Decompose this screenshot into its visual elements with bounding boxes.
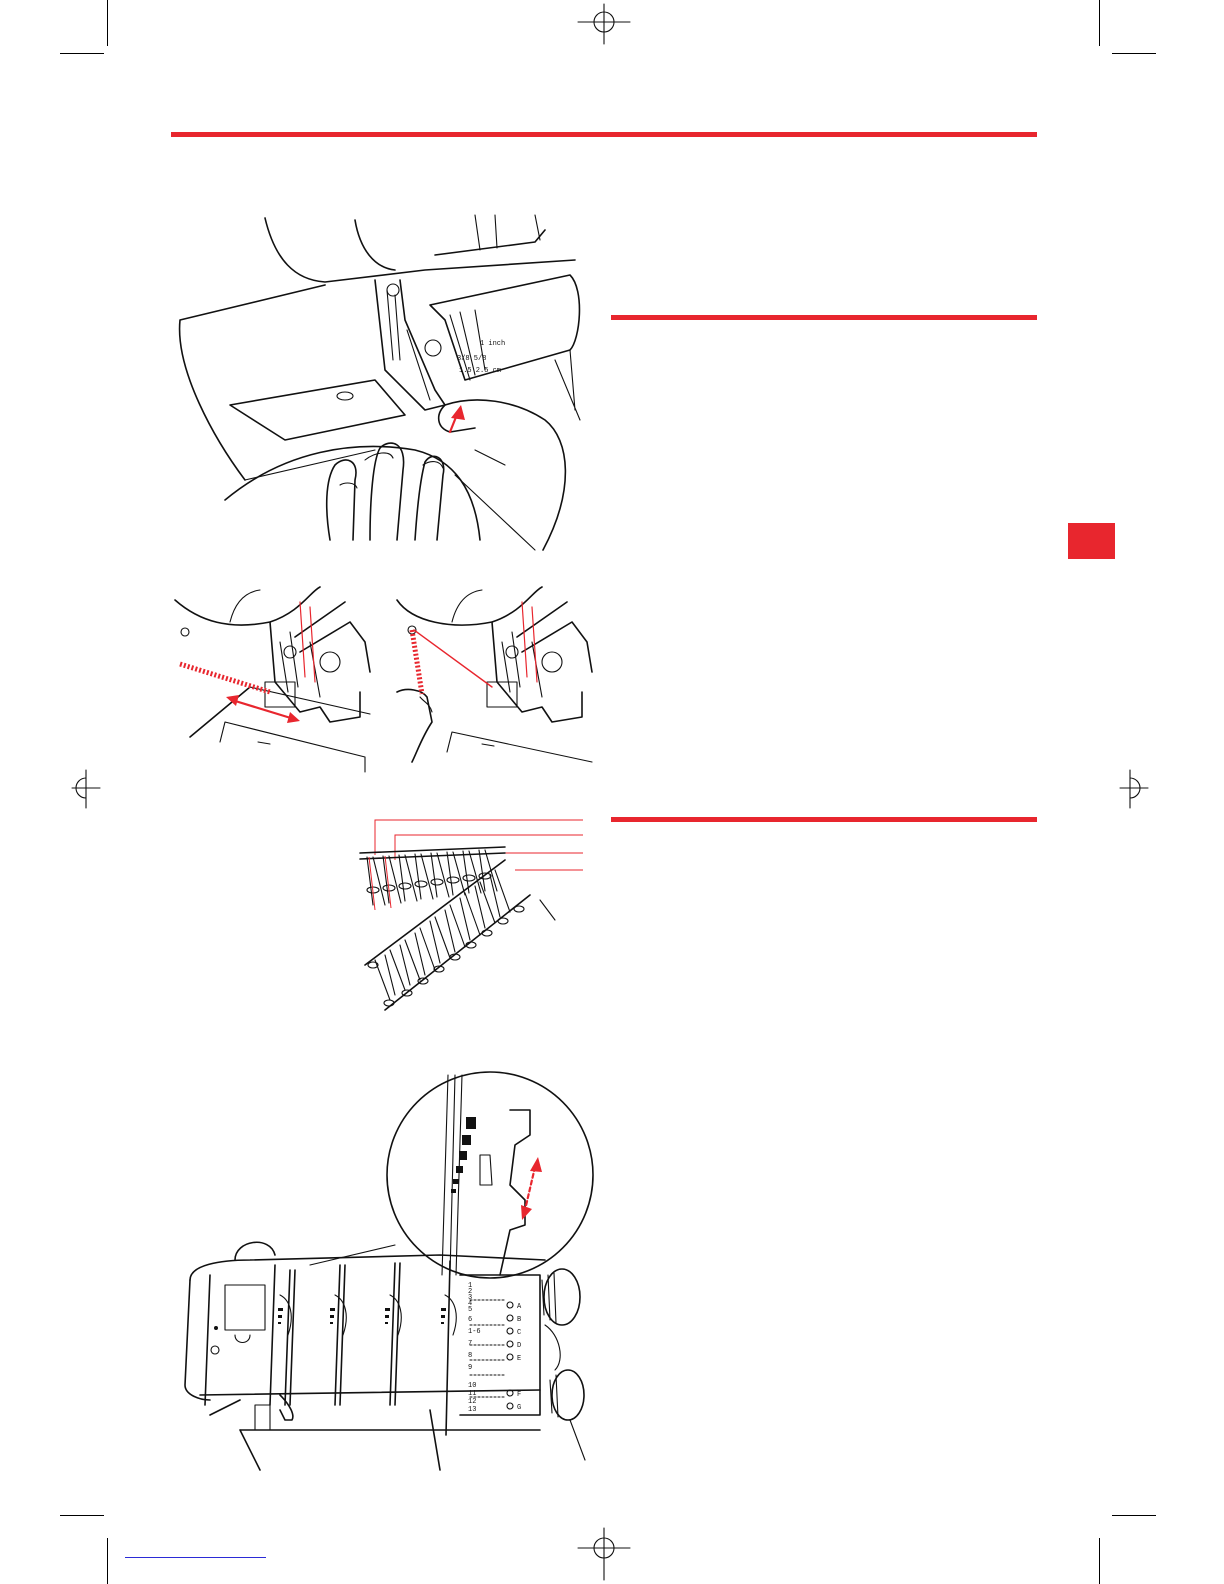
section-rule-1 <box>611 315 1037 320</box>
crop-mark <box>1112 53 1156 54</box>
link-underline <box>125 1557 266 1558</box>
dial-letter-c: C <box>517 1329 522 1337</box>
scale-label-frac: 3/8 5/8 <box>457 355 487 363</box>
registration-mark-icon <box>1118 770 1148 810</box>
dial-number-10: 10 <box>468 1382 477 1390</box>
dial-letter-d: D <box>517 1342 522 1350</box>
crop-mark <box>1099 0 1100 46</box>
dial-number-11: 11 <box>468 1390 477 1398</box>
dial-illustration <box>180 1075 600 1470</box>
dial-letter-e: E <box>517 1355 522 1363</box>
registration-mark-icon <box>578 1528 630 1584</box>
header-rule <box>171 132 1037 137</box>
crop-mark <box>107 0 108 46</box>
dial-letter-g: G <box>517 1404 522 1412</box>
dial-number-13: 13 <box>468 1406 477 1414</box>
dial-number-7: 7 <box>468 1340 473 1348</box>
dial-number-5: 5 <box>468 1306 473 1314</box>
dial-number-9: 9 <box>468 1364 473 1372</box>
registration-mark-icon <box>578 4 630 44</box>
dial-number-2: 2 <box>468 1288 473 1296</box>
dial-letter-f: F <box>517 1391 522 1399</box>
dial-number-6: 6 <box>468 1316 473 1324</box>
crop-mark <box>60 1515 104 1516</box>
registration-mark-icon <box>72 770 102 810</box>
dial-number-4: 4 <box>468 1300 473 1308</box>
scale-label-cm: 1.5 2.5 cm <box>459 367 502 375</box>
crop-mark <box>1099 1538 1100 1584</box>
threading-left-illustration <box>170 582 380 777</box>
dial-number-12: 12 <box>468 1398 477 1406</box>
presser-foot-illustration <box>175 210 585 550</box>
dial-letter-a: A <box>517 1303 522 1311</box>
section-rule-2 <box>611 817 1037 822</box>
section-tab-marker <box>1068 523 1115 559</box>
dial-number-3: 3 <box>468 1294 473 1302</box>
dial-number-1-6: 1-6 <box>468 1328 481 1336</box>
scale-label-inch: 1 inch <box>480 340 506 348</box>
dial-number-1: 1 <box>468 1282 473 1290</box>
dial-letter-b: B <box>517 1316 522 1324</box>
crop-mark <box>60 53 104 54</box>
crop-mark <box>1112 1515 1156 1516</box>
threading-right-illustration <box>392 582 602 777</box>
crop-mark <box>107 1538 108 1584</box>
dial-number-8: 8 <box>468 1352 473 1360</box>
stitch-diagram <box>355 815 590 1020</box>
